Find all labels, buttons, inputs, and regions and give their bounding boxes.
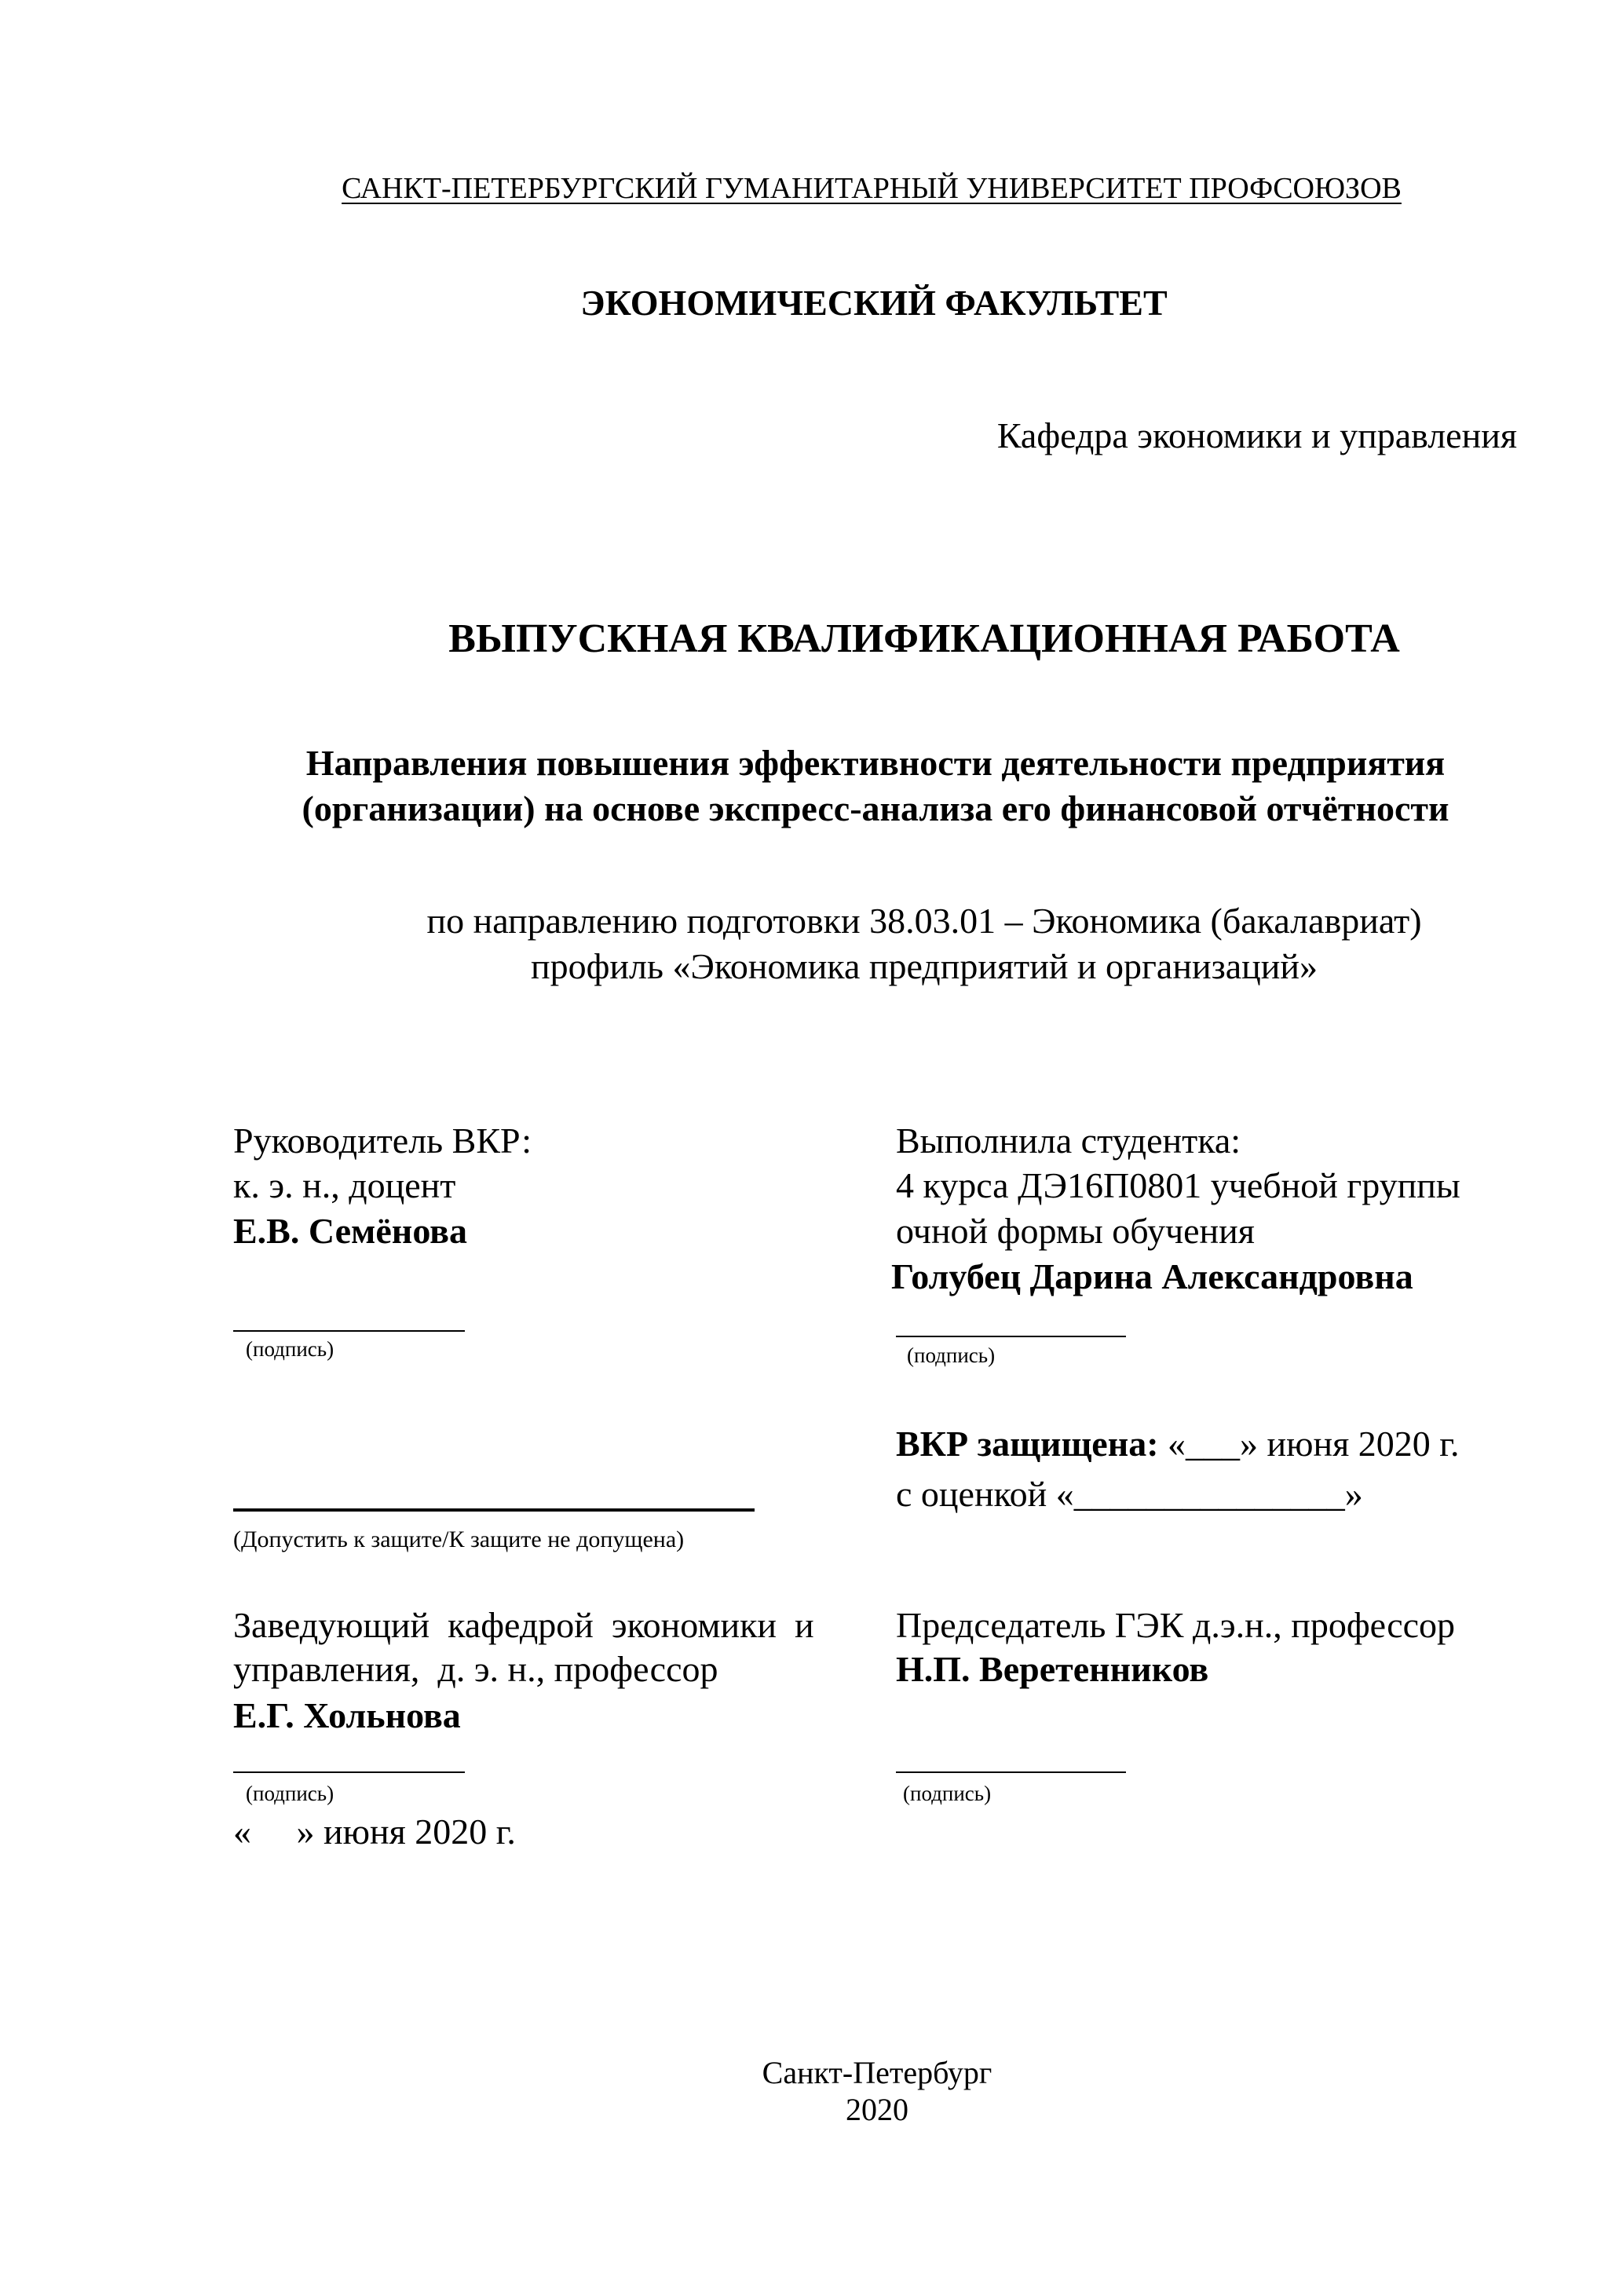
footer-city: Санкт-Петербург (762, 2055, 992, 2090)
head-signature-caption: (подпись) (246, 1782, 334, 1805)
department-name: Кафедра экономики и управления (996, 415, 1517, 455)
head-name: Е.Г. Хольнова (233, 1695, 461, 1735)
work-title-line-2: (организации) на основе экспресс-анализа его финансовой отчётности (302, 788, 1449, 828)
head-title-line-2: управления, д. э. н., профессор (233, 1649, 718, 1689)
head-title-line-1: Заведующий кафедрой экономики и (233, 1605, 814, 1645)
student-signature-line (896, 1336, 1126, 1337)
chairman-title: Председатель ГЭК д.э.н., профессор (896, 1605, 1456, 1645)
head-date: « » июня 2020 г. (233, 1812, 516, 1852)
supervisor-label: Руководитель ВКР: (233, 1121, 532, 1161)
admission-caption: (Допустить к защите/К защите не допущена) (233, 1526, 685, 1552)
chairman-signature-caption: (подпись) (903, 1782, 992, 1805)
head-signature-line (233, 1771, 465, 1773)
student-form: очной формы обучения (896, 1211, 1255, 1251)
supervisor-signature-caption: (подпись) (246, 1337, 334, 1361)
student-signature-caption: (подпись) (907, 1344, 996, 1367)
defense-grade: с оценкой «_______________» (896, 1474, 1363, 1514)
defense-label: ВКР защищена: (896, 1424, 1159, 1464)
work-type: ВЫПУСКНАЯ КВАЛИФИКАЦИОННАЯ РАБОТА (448, 616, 1400, 661)
chairman-signature-line (896, 1771, 1126, 1773)
footer-year: 2020 (846, 2092, 908, 2127)
supervisor-degree: к. э. н., доцент (233, 1165, 456, 1205)
student-name: Голубец Дарина Александровна (891, 1256, 1413, 1296)
defense-date-line (896, 1421, 1459, 1467)
student-group: 4 курса ДЭ16П0801 учебной группы (896, 1165, 1460, 1205)
supervisor-name: Е.В. Семёнова (233, 1211, 468, 1251)
defense-date: «___» июня 2020 г. (1158, 1424, 1460, 1464)
chairman-name: Н.П. Веретенников (896, 1649, 1209, 1689)
admission-decision-line (233, 1508, 755, 1512)
supervisor-signature-line (233, 1330, 465, 1332)
work-title-line-1: Направления повышения эффективности деятельности предприятия (305, 743, 1446, 783)
direction-line-2: профиль «Экономика предприятий и организаций» (530, 946, 1318, 986)
direction-line-1: по направлению подготовки 38.03.01 – Экономика (бакалавриат) (426, 901, 1422, 941)
university-name: САНКТ-ПЕТЕРБУРГСКИЙ ГУМАНИТАРНЫЙ УНИВЕРСИТЕТ ПРОФСОЮЗОВ (342, 172, 1402, 205)
student-label: Выполнила студентка: (896, 1121, 1241, 1161)
faculty-name: ЭКОНОМИЧЕСКИЙ ФАКУЛЬТЕТ (580, 283, 1168, 323)
